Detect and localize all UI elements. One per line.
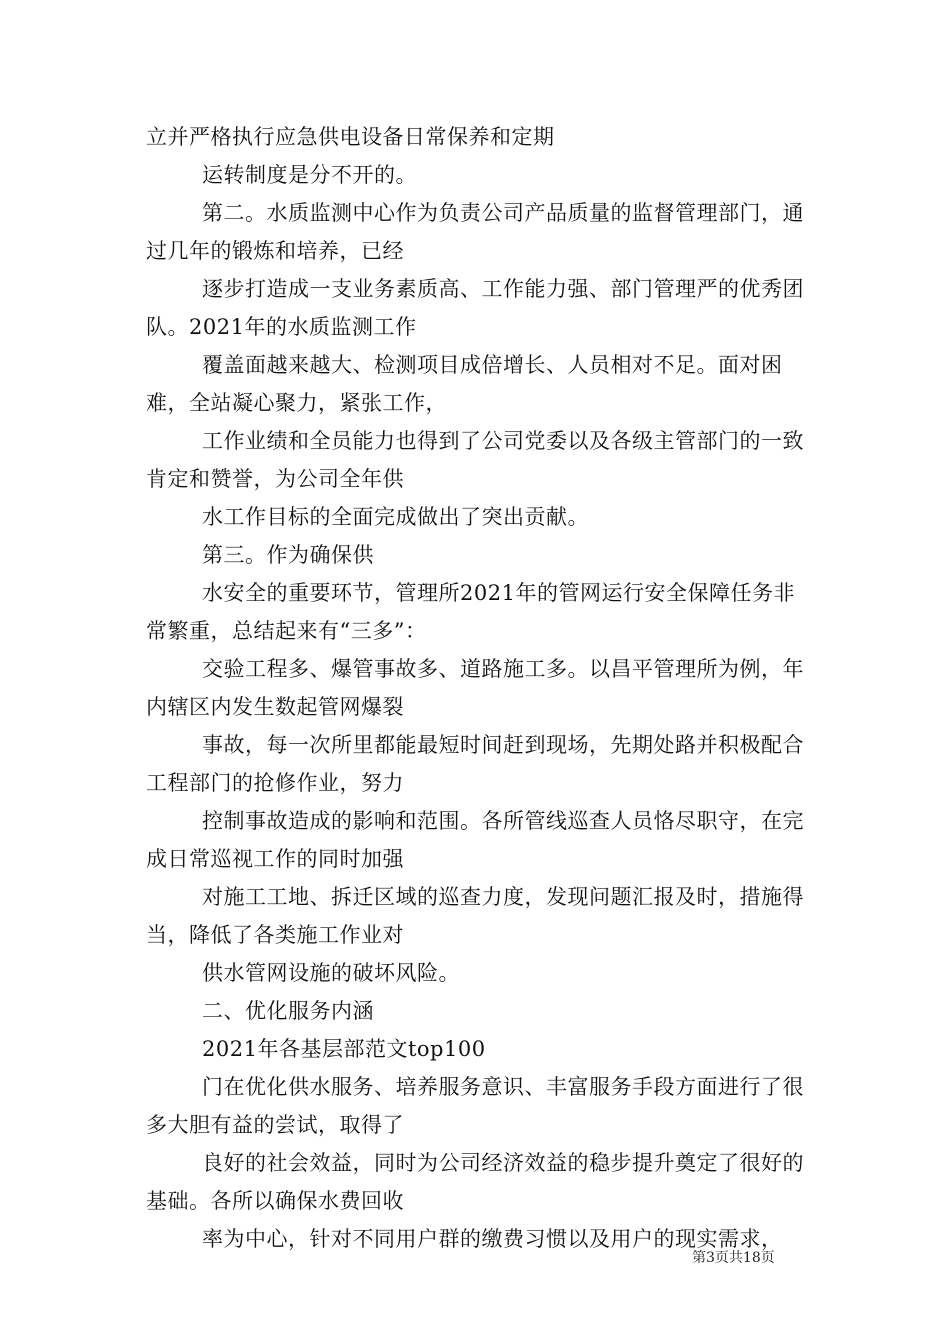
paragraph: 逐步打造成一支业务素质高、工作能力强、部门管理严的优秀团队。2021年的水质监测工作 bbox=[146, 277, 804, 339]
paragraph: 门在优化供水服务、培养服务意识、丰富服务手段方面进行了很多大胆有益的尝试，取得了 bbox=[146, 1075, 804, 1137]
paragraph: 第二。水质监测中心作为负责公司产品质量的监督管理部门，通过几年的锻炼和培养，已经 bbox=[146, 201, 804, 263]
paragraph: 水安全的重要环节，管理所2021年的管网运行安全保障任务非常繁重，总结起来有“三多”： bbox=[146, 581, 795, 643]
paragraph: 覆盖面越来越大、检测项目成倍增长、人员相对不足。面对困难，全站凝心聚力，紧张工作， bbox=[146, 353, 783, 415]
paragraph: 工作业绩和全员能力也得到了公司党委以及各级主管部门的一致肯定和赞誉，为公司全年供 bbox=[146, 429, 804, 491]
paragraph: 立并严格执行应急供电设备日常保养和定期 bbox=[146, 125, 555, 149]
paragraph: 第三。作为确保供 bbox=[202, 543, 374, 567]
paragraph: 对施工工地、拆迁区域的巡查力度，发现问题汇报及时，措施得当，降低了各类施工作业对 bbox=[146, 885, 804, 947]
page-number-footer: 第3页共18页 bbox=[692, 1250, 775, 1266]
paragraph: 运转制度是分不开的。 bbox=[202, 163, 417, 187]
paragraph: 供水管网设施的破坏风险。 bbox=[202, 961, 460, 985]
paragraph: 水工作目标的全面完成做出了突出贡献。 bbox=[202, 505, 589, 529]
paragraph: 2021年各基层部范文top100 bbox=[202, 1037, 486, 1061]
document-body bbox=[146, 118, 806, 1258]
paragraph: 控制事故造成的影响和范围。各所管线巡查人员恪尽职守，在完成日常巡视工作的同时加强 bbox=[146, 809, 804, 871]
paragraph: 交验工程多、爆管事故多、道路施工多。以昌平管理所为例，年内辖区内发生数起管网爆裂 bbox=[146, 657, 804, 719]
paragraph: 事故，每一次所里都能最短时间赶到现场，先期处路并积极配合工程部门的抢修作业，努力 bbox=[146, 733, 804, 795]
paragraph: 二、优化服务内涵 bbox=[202, 999, 374, 1023]
paragraph: 率为中心，针对不同用户群的缴费习惯以及用户的现实需求， bbox=[202, 1227, 783, 1251]
paragraph: 良好的社会效益，同时为公司经济效益的稳步提升奠定了很好的基础。各所以确保水费回收 bbox=[146, 1151, 804, 1213]
